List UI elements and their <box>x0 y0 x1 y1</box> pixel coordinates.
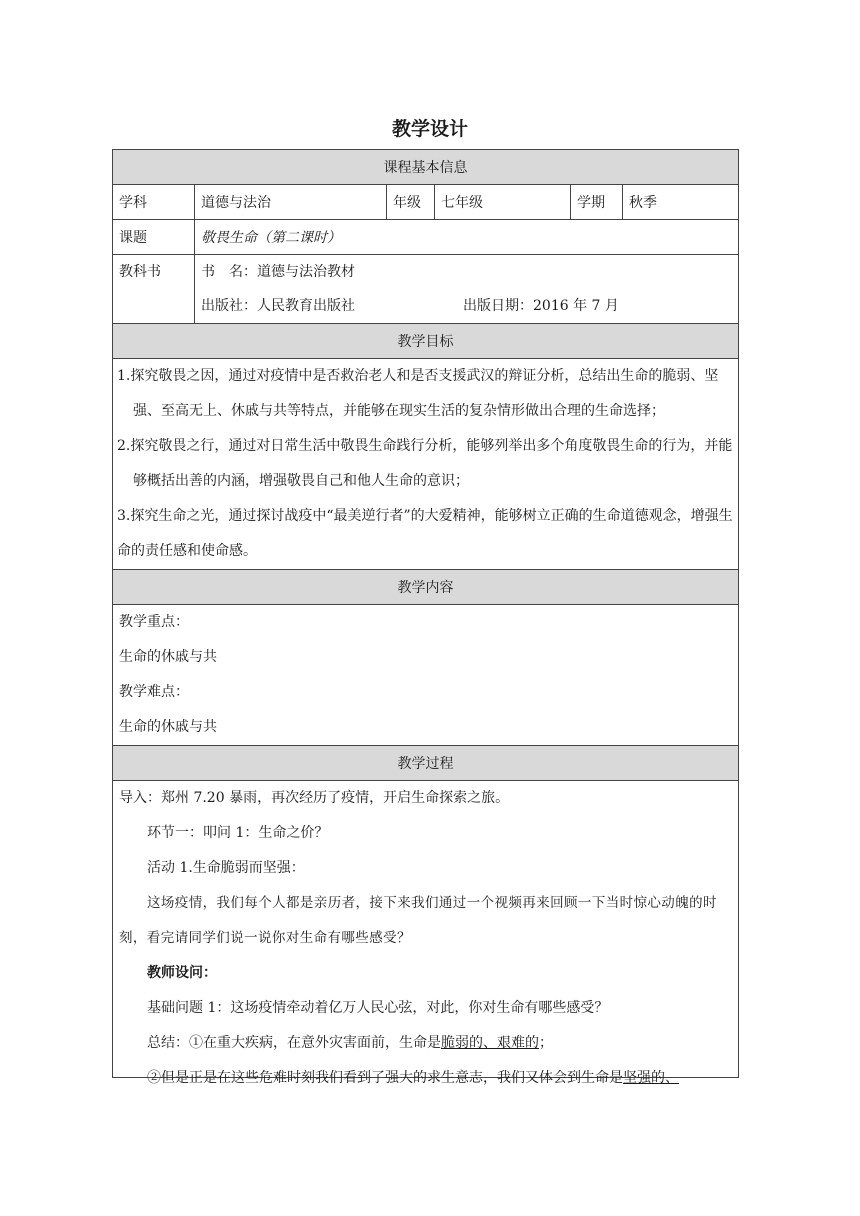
book-name: 书 名：道德与法治教材 <box>201 264 355 280</box>
point-two-underlined: 坚强的、 <box>623 1070 679 1086</box>
point-two-line: ②但是正是在这些危难时刻我们看到了强大的求生意志，我们又体会到生命是坚强的、 <box>147 1070 679 1086</box>
publish-date: 出版日期：2016 年 7 月 <box>463 298 619 314</box>
textbook-details <box>195 255 739 324</box>
grade-value: 七年级 <box>435 185 571 220</box>
textbook-label: 教科书 <box>113 255 195 324</box>
basic-question: 基础问题 1：这场疫情牵动着亿万人民心弦，对此，你对生命有哪些感受？ <box>147 1000 609 1016</box>
section-header-basic-info <box>113 150 739 185</box>
goals-header: 教学目标 <box>113 324 739 359</box>
textbook-row <box>113 255 739 324</box>
lesson-plan-table <box>112 149 739 1086</box>
key-point-value: 生命的休戚与共 <box>119 649 217 665</box>
narrative-text: 这场疫情，我们每个人都是亲历者，接下来我们通过一个视频再来回顾一下当时惊心动魄的时刻，看完请同学们说一说你对生命有哪些感受？ <box>119 895 717 946</box>
subject-value: 道德与法治 <box>195 185 387 220</box>
goal-item: 2.探究敬畏之行，通过对日常生活中敬畏生命践行分析，能够列举出多个角度敬畏生命的行为，并能够概括出善的内涵，增强敬畏自己和他人生命的意识； <box>117 438 733 489</box>
content-header: 教学内容 <box>113 570 739 605</box>
section-header-goals <box>113 324 739 359</box>
goals-list <box>113 359 739 570</box>
content-body <box>113 605 739 746</box>
subject-row <box>113 185 739 220</box>
content-row <box>113 605 739 746</box>
term-value: 秋季 <box>623 185 739 220</box>
basic-info-header: 课程基本信息 <box>113 150 739 185</box>
subject-label: 学科 <box>113 185 195 220</box>
teacher-question-label: 教师设问： <box>147 965 217 981</box>
section-header-content <box>113 570 739 605</box>
term-label: 学期 <box>571 185 623 220</box>
difficulty-value: 生命的休戚与共 <box>119 719 217 735</box>
topic-row <box>113 220 739 255</box>
publisher-line <box>201 289 732 323</box>
summary-line: 总结：①在重大疾病，在意外灾害面前，生命是脆弱的、艰难的； <box>147 1035 553 1051</box>
summary-underlined: 脆弱的、艰难的 <box>441 1035 539 1051</box>
step-one: 环节一：叩问 1：生命之价？ <box>147 825 329 841</box>
page-title: 教学设计 <box>391 118 468 140</box>
key-point-label: 教学重点： <box>119 614 189 630</box>
intro-text: 导入：郑州 7.20 暴雨，再次经历了疫情，开启生命探索之旅。 <box>119 790 510 806</box>
process-body <box>113 781 739 1086</box>
process-row <box>113 781 739 1078</box>
difficulty-label: 教学难点： <box>119 684 189 700</box>
process-header: 教学过程 <box>113 746 739 781</box>
activity-one: 活动 1.生命脆弱而坚强： <box>147 860 305 876</box>
publisher: 出版社：人民教育出版社 <box>201 298 355 314</box>
topic-label: 课题 <box>113 220 195 255</box>
goals-row <box>113 359 739 570</box>
grade-label: 年级 <box>387 185 435 220</box>
goal-item: 3.探究生命之光，通过探讨战疫中“最美逆行者”的大爱精神，能够树立正确的生命道德观念，增强生命的责任感和使命感。 <box>117 508 733 559</box>
goal-item: 1.探究敬畏之因，通过对疫情中是否救治老人和是否支援武汉的辩证分析，总结出生命的脆弱、坚强、至高无上、休戚与共等特点，并能够在现实生活的复杂情形做出合理的生命选择； <box>117 368 719 419</box>
topic-value: 敬畏生命（第二课时） <box>195 220 739 255</box>
section-header-process <box>113 746 739 781</box>
